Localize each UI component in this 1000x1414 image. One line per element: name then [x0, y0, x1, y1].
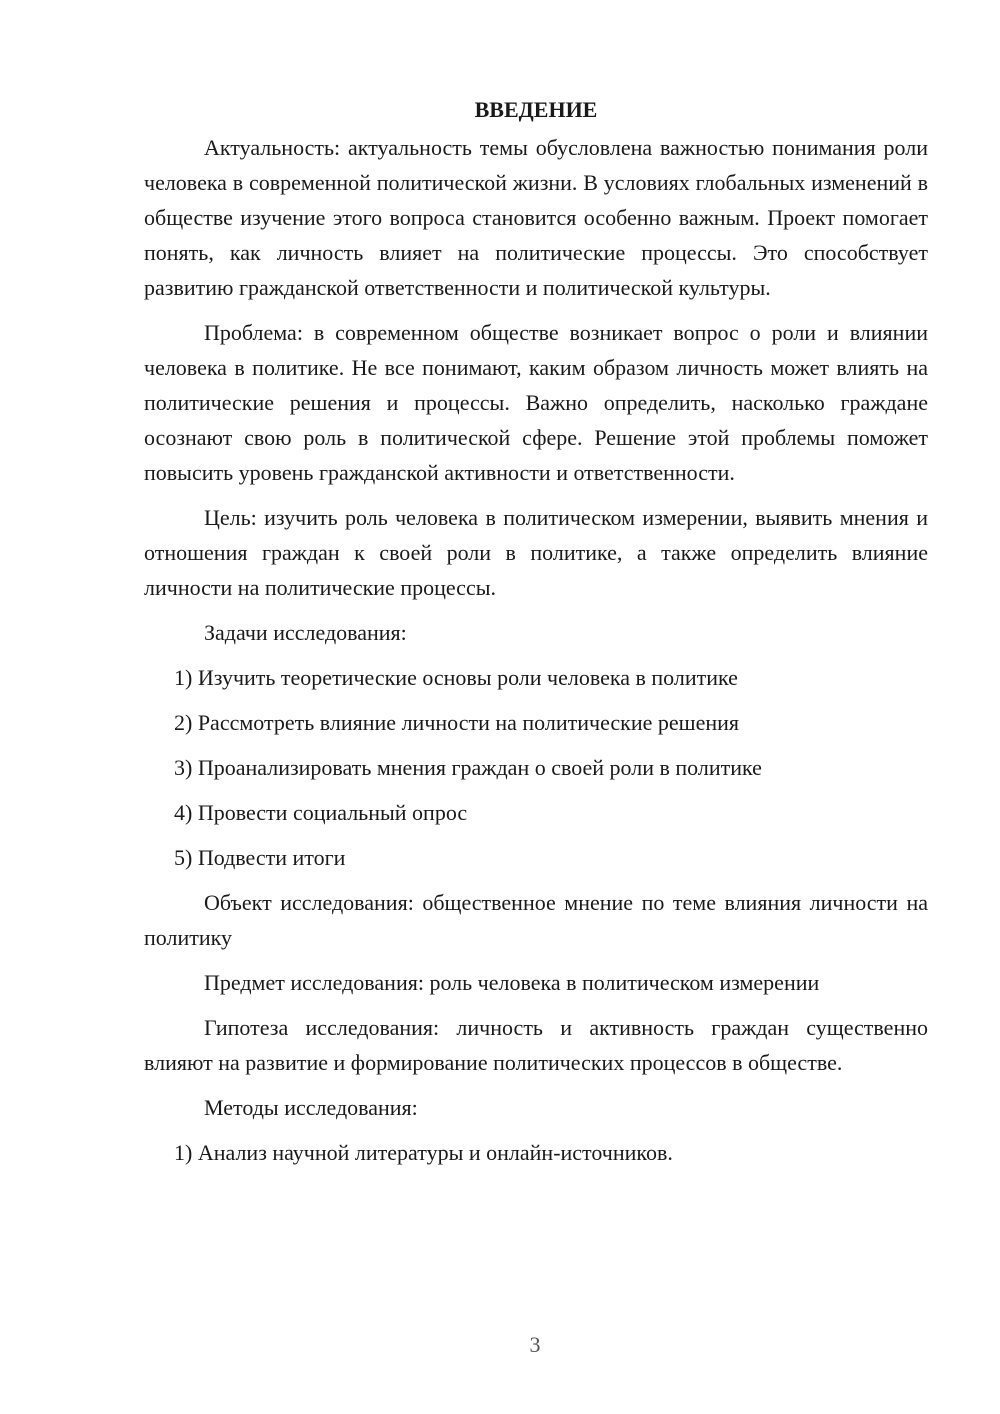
list-item: 3) Проанализировать мнения граждан о своей роли в политике: [174, 755, 762, 780]
tasks-list: [144, 660, 928, 875]
list-item: 1) Изучить теоретические основы роли человека в политике: [174, 665, 738, 690]
tasks-heading: Задачи исследования:: [204, 620, 407, 645]
list-item: 5) Подвести итоги: [174, 845, 346, 870]
section-title: ВВЕДЕНИЕ: [474, 97, 598, 122]
relevance-paragraph: Актуальность: актуальность темы обусловлена важностью понимания роли человека в современной политической жизни. В условиях глобальных изменений в обществе изучение этого вопроса становится особенно важным. Проект помогает понять, как личность влияет на политические процессы. Это способствует развитию гражданской ответственности и политической культуры.: [144, 135, 928, 300]
subject-paragraph: Предмет исследования: роль человека в политическом измерении: [204, 970, 820, 995]
list-item: 2) Рассмотреть влияние личности на политические решения: [174, 710, 740, 735]
methods-heading: Методы исследования:: [204, 1095, 418, 1120]
document-page: [144, 92, 928, 1180]
hypothesis-paragraph: Гипотеза исследования: личность и активность граждан существенно влияют на развитие и формирование политических процессов в обществе.: [144, 1015, 928, 1075]
object-paragraph: Объект исследования: общественное мнение по теме влияния личности на политику: [144, 890, 928, 950]
problem-paragraph: Проблема: в современном обществе возникает вопрос о роли и влиянии человека в политике. Не все понимают, каким образом личность может влиять на политические решения и процессы. Важно определить, насколько граждане осознают свою роль в политической сфере. Решение этой проблемы поможет повысить уровень гражданской активности и ответственности.: [144, 320, 928, 485]
goal-paragraph: Цель: изучить роль человека в политическом измерении, выявить мнения и отношения граждан к своей роли в политике, а также определить влияние личности на политические процессы.: [144, 505, 928, 600]
list-item: 1) Анализ научной литературы и онлайн-источников.: [174, 1140, 673, 1165]
list-item: 4) Провести социальный опрос: [174, 800, 468, 825]
methods-list: [144, 1135, 928, 1170]
page-number: 3: [529, 1332, 541, 1357]
